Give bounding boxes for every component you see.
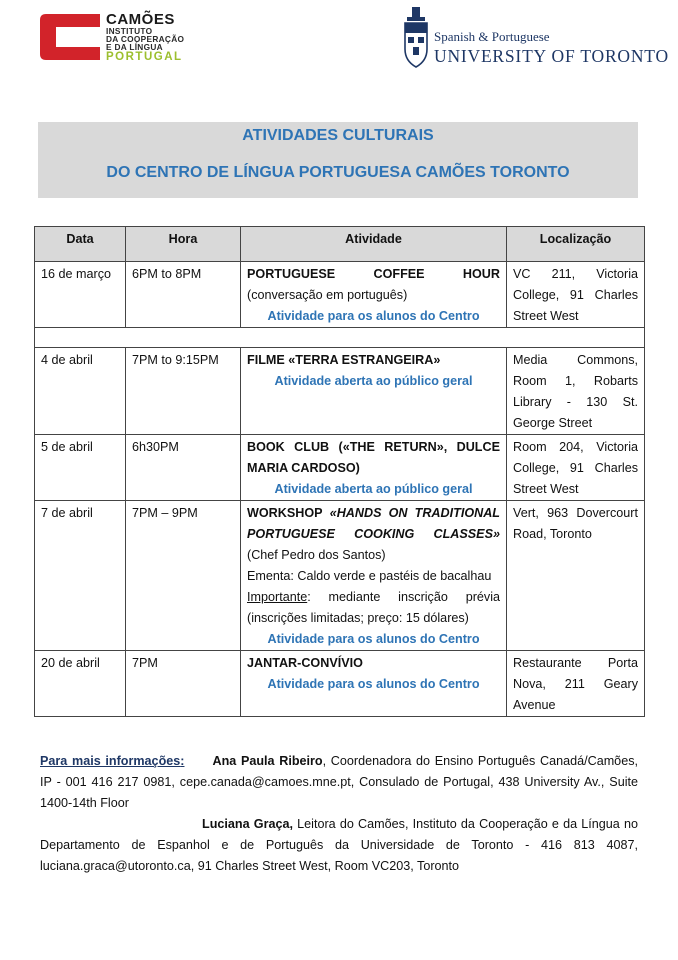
table-spacer-row bbox=[35, 328, 645, 348]
activities-table bbox=[34, 226, 645, 717]
cell-location: Vert, 963 Dovercourt Road, Toronto bbox=[507, 501, 645, 651]
activity-title: FILME «TERRA ESTRANGEIRA» bbox=[247, 353, 441, 367]
camoes-subtitle-3: E DA LÍNGUA bbox=[106, 42, 163, 52]
activity-title bbox=[247, 503, 500, 566]
contact-2-name: Luciana Graça, bbox=[202, 817, 293, 831]
table-row bbox=[35, 501, 645, 651]
camoes-subtitle-1: INSTITUTO bbox=[106, 26, 153, 36]
title-line-1: ATIVIDADES CULTURAIS bbox=[242, 127, 434, 144]
table-row bbox=[35, 348, 645, 435]
contact-paragraph-2 bbox=[40, 814, 638, 877]
camoes-subtitle-2: DA COOPERAÇÃO bbox=[106, 34, 185, 44]
table-row bbox=[35, 651, 645, 717]
cell-activity bbox=[241, 651, 507, 717]
cell-hour: 6h30PM bbox=[126, 435, 241, 501]
cell-date: 20 de abril bbox=[35, 651, 126, 717]
activity-audience-note: Atividade aberta ao público geral bbox=[274, 482, 473, 496]
uoft-crest-icon bbox=[404, 7, 428, 71]
cell-date: 5 de abril bbox=[35, 435, 126, 501]
activity-chef: (Chef Pedro dos Santos) bbox=[247, 548, 386, 562]
activity-title-italic: «HANDS ON TRADITIONAL PORTUGUESE COOKING CLASSES» bbox=[247, 506, 500, 541]
spacer-cell bbox=[35, 328, 645, 348]
table-row bbox=[35, 435, 645, 501]
activity-audience-note: Atividade para os alunos do Centro bbox=[267, 309, 480, 323]
contact-1-details: , Coordenadora do Ensino Português Canadá/Camões, IP - 001 416 217 0981, cepe.canada@camoes.mne.pt, Consulado de Portugal, 438 University Av., Suite 1400-14th Floor bbox=[40, 754, 638, 810]
table-row bbox=[35, 262, 645, 328]
cell-location: Room 204, Victoria College, 91 Charles Street West bbox=[507, 435, 645, 501]
cell-hour: 6PM to 8PM bbox=[126, 262, 241, 328]
activity-title: PORTUGUESE COFFEE HOUR bbox=[247, 267, 500, 281]
cell-hour: 7PM – 9PM bbox=[126, 501, 241, 651]
uoft-department: Spanish & Portuguese bbox=[434, 29, 550, 44]
header-date: Data bbox=[35, 227, 126, 262]
cell-date: 4 de abril bbox=[35, 348, 126, 435]
uoft-logo bbox=[404, 7, 669, 71]
header-hour: Hora bbox=[126, 227, 241, 262]
camoes-country: PORTUGAL bbox=[106, 51, 183, 63]
more-info-label: Para mais informações: bbox=[40, 754, 185, 768]
activity-audience-note: Atividade aberta ao público geral bbox=[274, 374, 473, 388]
contact-paragraph-1 bbox=[40, 751, 638, 814]
important-label: Importante bbox=[247, 590, 308, 604]
camoes-c-mark-icon bbox=[40, 14, 100, 60]
cell-hour: 7PM to 9:15PM bbox=[126, 348, 241, 435]
contact-footer bbox=[40, 751, 638, 877]
cell-date: 16 de março bbox=[35, 262, 126, 328]
cell-activity bbox=[241, 501, 507, 651]
header-activity: Atividade bbox=[241, 227, 507, 262]
cell-activity bbox=[241, 262, 507, 328]
title-box bbox=[38, 122, 638, 198]
cell-activity bbox=[241, 348, 507, 435]
camoes-name: CAMÕES bbox=[106, 11, 175, 28]
cell-hour: 7PM bbox=[126, 651, 241, 717]
camoes-logo bbox=[40, 11, 240, 64]
cell-location: Restaurante Porta Nova, 211 Geary Avenue bbox=[507, 651, 645, 717]
contact-1-name: Ana Paula Ribeiro bbox=[212, 754, 323, 768]
cell-date: 7 de abril bbox=[35, 501, 126, 651]
activity-description: (conversação em português) bbox=[247, 288, 408, 302]
activity-menu: Ementa: Caldo verde e pastéis de bacalhau bbox=[247, 569, 492, 583]
important-text: : mediante inscrição prévia (inscrições limitadas; preço: 15 dólares) bbox=[247, 590, 500, 625]
activity-audience-note: Atividade para os alunos do Centro bbox=[267, 677, 480, 691]
cell-location: Media Commons, Room 1, Robarts Library - 130 St. George Street bbox=[507, 348, 645, 435]
activity-important bbox=[247, 587, 500, 629]
title-line-2: DO CENTRO DE LÍNGUA PORTUGUESA CAMÕES TORONTO bbox=[106, 164, 570, 181]
activity-title-prefix: WORKSHOP bbox=[247, 506, 323, 520]
uoft-name: UNIVERSITY OF TORONTO bbox=[434, 46, 669, 66]
activity-audience-note: Atividade para os alunos do Centro bbox=[267, 632, 480, 646]
table-header-row bbox=[35, 227, 645, 262]
cell-activity bbox=[241, 435, 507, 501]
activity-title: JANTAR-CONVÍVIO bbox=[247, 656, 363, 670]
cell-location: VC 211, Victoria College, 91 Charles Street West bbox=[507, 262, 645, 328]
contact-2-details: Leitora do Camões, Instituto da Cooperação e da Língua no Departamento de Espanhol e de Português da Universidade de Toronto - 416 813 4087, luciana.graca@utoronto.ca, 91 Charles Street West, Room VC203, Toronto bbox=[40, 817, 638, 873]
header-location: Localização bbox=[507, 227, 645, 262]
activity-title: BOOK CLUB («THE RETURN», DULCE MARIA CARDOSO) bbox=[247, 440, 500, 475]
